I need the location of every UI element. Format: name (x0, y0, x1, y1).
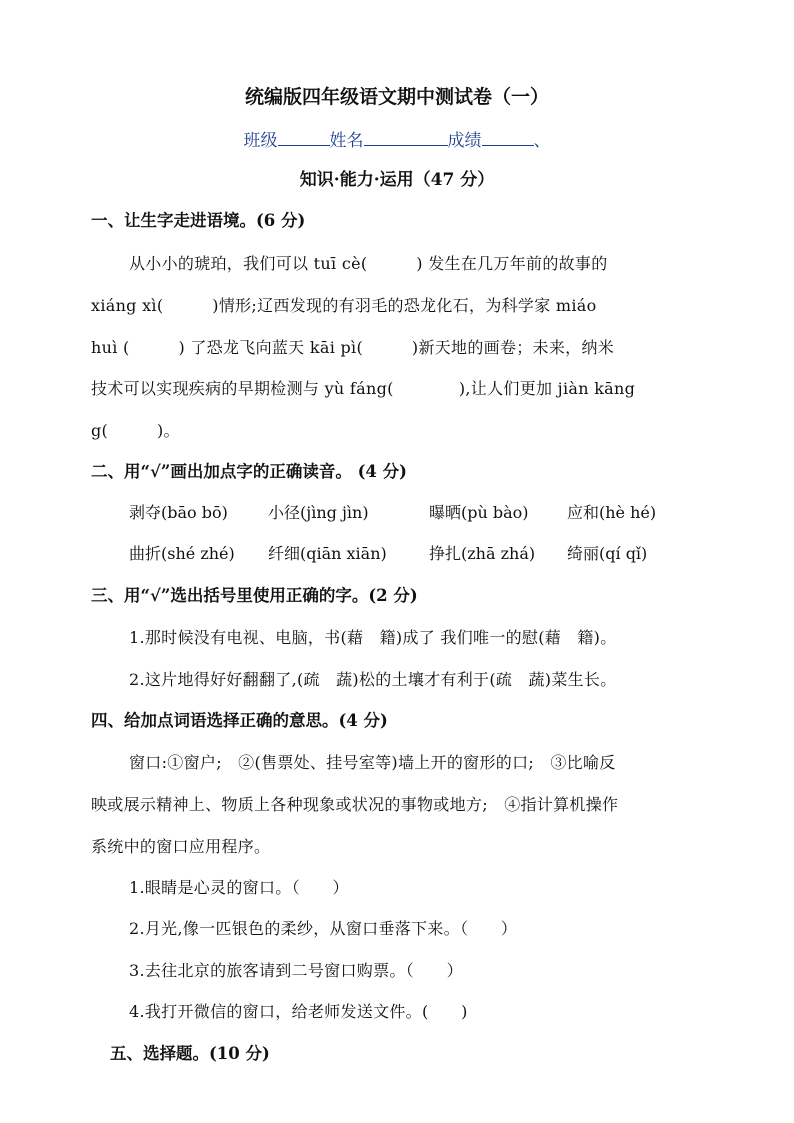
q1-line-1: 从小小的琥珀，我们可以 tuī cè( ) 发生在几万年前的故事的 (129, 254, 608, 273)
q1-line-2: xiáng xì( )情形;辽西发现的有羽毛的恐龙化石，为科学家 miáo (91, 296, 597, 315)
q5-heading: 五、选择题。(10 分) (110, 1044, 270, 1063)
q2-option[interactable]: 应和(hè hé) (567, 503, 657, 522)
q1-heading: 一、让生字走进语境。(6 分) (91, 211, 306, 230)
q4-definition-line-3: 系统中的窗口应用程序。 (91, 837, 271, 856)
q2-option[interactable]: 挣扎(zhā zhá) (429, 544, 536, 563)
q2-option[interactable]: 曝晒(pù bào) (429, 503, 529, 522)
q3-heading: 三、用“√”选出括号里使用正确的字。(2 分) (91, 586, 418, 605)
page-title: 统编版四年级语文期中测试卷（一） (244, 86, 549, 108)
q1-line-5: g( )。 (91, 421, 180, 440)
q2-option[interactable]: 曲折(shé zhé) (129, 544, 235, 563)
q3-item-2: 2.这片地得好好翻翻了,(疏 蔬)松的土壤才有利于(疏 蔬)菜生长。 (129, 670, 617, 689)
q4-item-2: 2.月光,像一匹银色的柔纱，从窗口垂落下来。（ ） (129, 919, 518, 938)
info-tail: 、 (533, 131, 551, 151)
score-label: 成绩 (447, 131, 482, 151)
student-info-line (0, 129, 794, 152)
q4-definition-line-1: 窗口:①窗户; ②(售票处、挂号室等)墙上开的窗形的口; ③比喻反 (129, 753, 616, 772)
q4-item-1: 1.眼睛是心灵的窗口。（ ） (129, 878, 349, 897)
class-blank[interactable] (278, 129, 330, 146)
q4-item-3: 3.去往北京的旅客请到二号窗口购票。（ ） (129, 961, 463, 980)
q4-item-4: 4.我打开微信的窗口，给老师发送文件。( ) (129, 1002, 468, 1021)
q2-option[interactable]: 纤细(qiān xiān) (268, 544, 387, 563)
q2-option[interactable]: 剥夺(bāo bō) (129, 503, 228, 522)
class-label: 班级 (243, 131, 278, 151)
q1-line-3: huì ( ) 了恐龙飞向蓝天 kāi pì( )新天地的画卷；未来，纳米 (91, 338, 615, 357)
q1-line-4: 技术可以实现疾病的早期检测与 yù fáng( ),让人们更加 jiàn kāng (91, 379, 636, 398)
q3-item-1: 1.那时候没有电视、电脑，书(藉 籍)成了 我们唯一的慰(藉 籍)。 (129, 628, 617, 647)
q2-option[interactable]: 小径(jìng jìn) (268, 503, 369, 522)
q4-definition-line-2: 映或展示精神上、物质上各种现象或状况的事物或地方; ④指计算机操作 (91, 795, 619, 814)
name-blank[interactable] (364, 129, 448, 146)
section-title: 知识·能力·运用（47 分） (299, 170, 495, 190)
q4-heading: 四、给加点词语选择正确的意思。(4 分) (91, 711, 388, 730)
q2-option[interactable]: 绮丽(qí qǐ) (567, 544, 648, 563)
name-label: 姓名 (329, 131, 364, 151)
score-blank[interactable] (482, 129, 534, 146)
q2-heading: 二、用“√”画出加点字的正确读音。 (4 分) (91, 462, 407, 481)
